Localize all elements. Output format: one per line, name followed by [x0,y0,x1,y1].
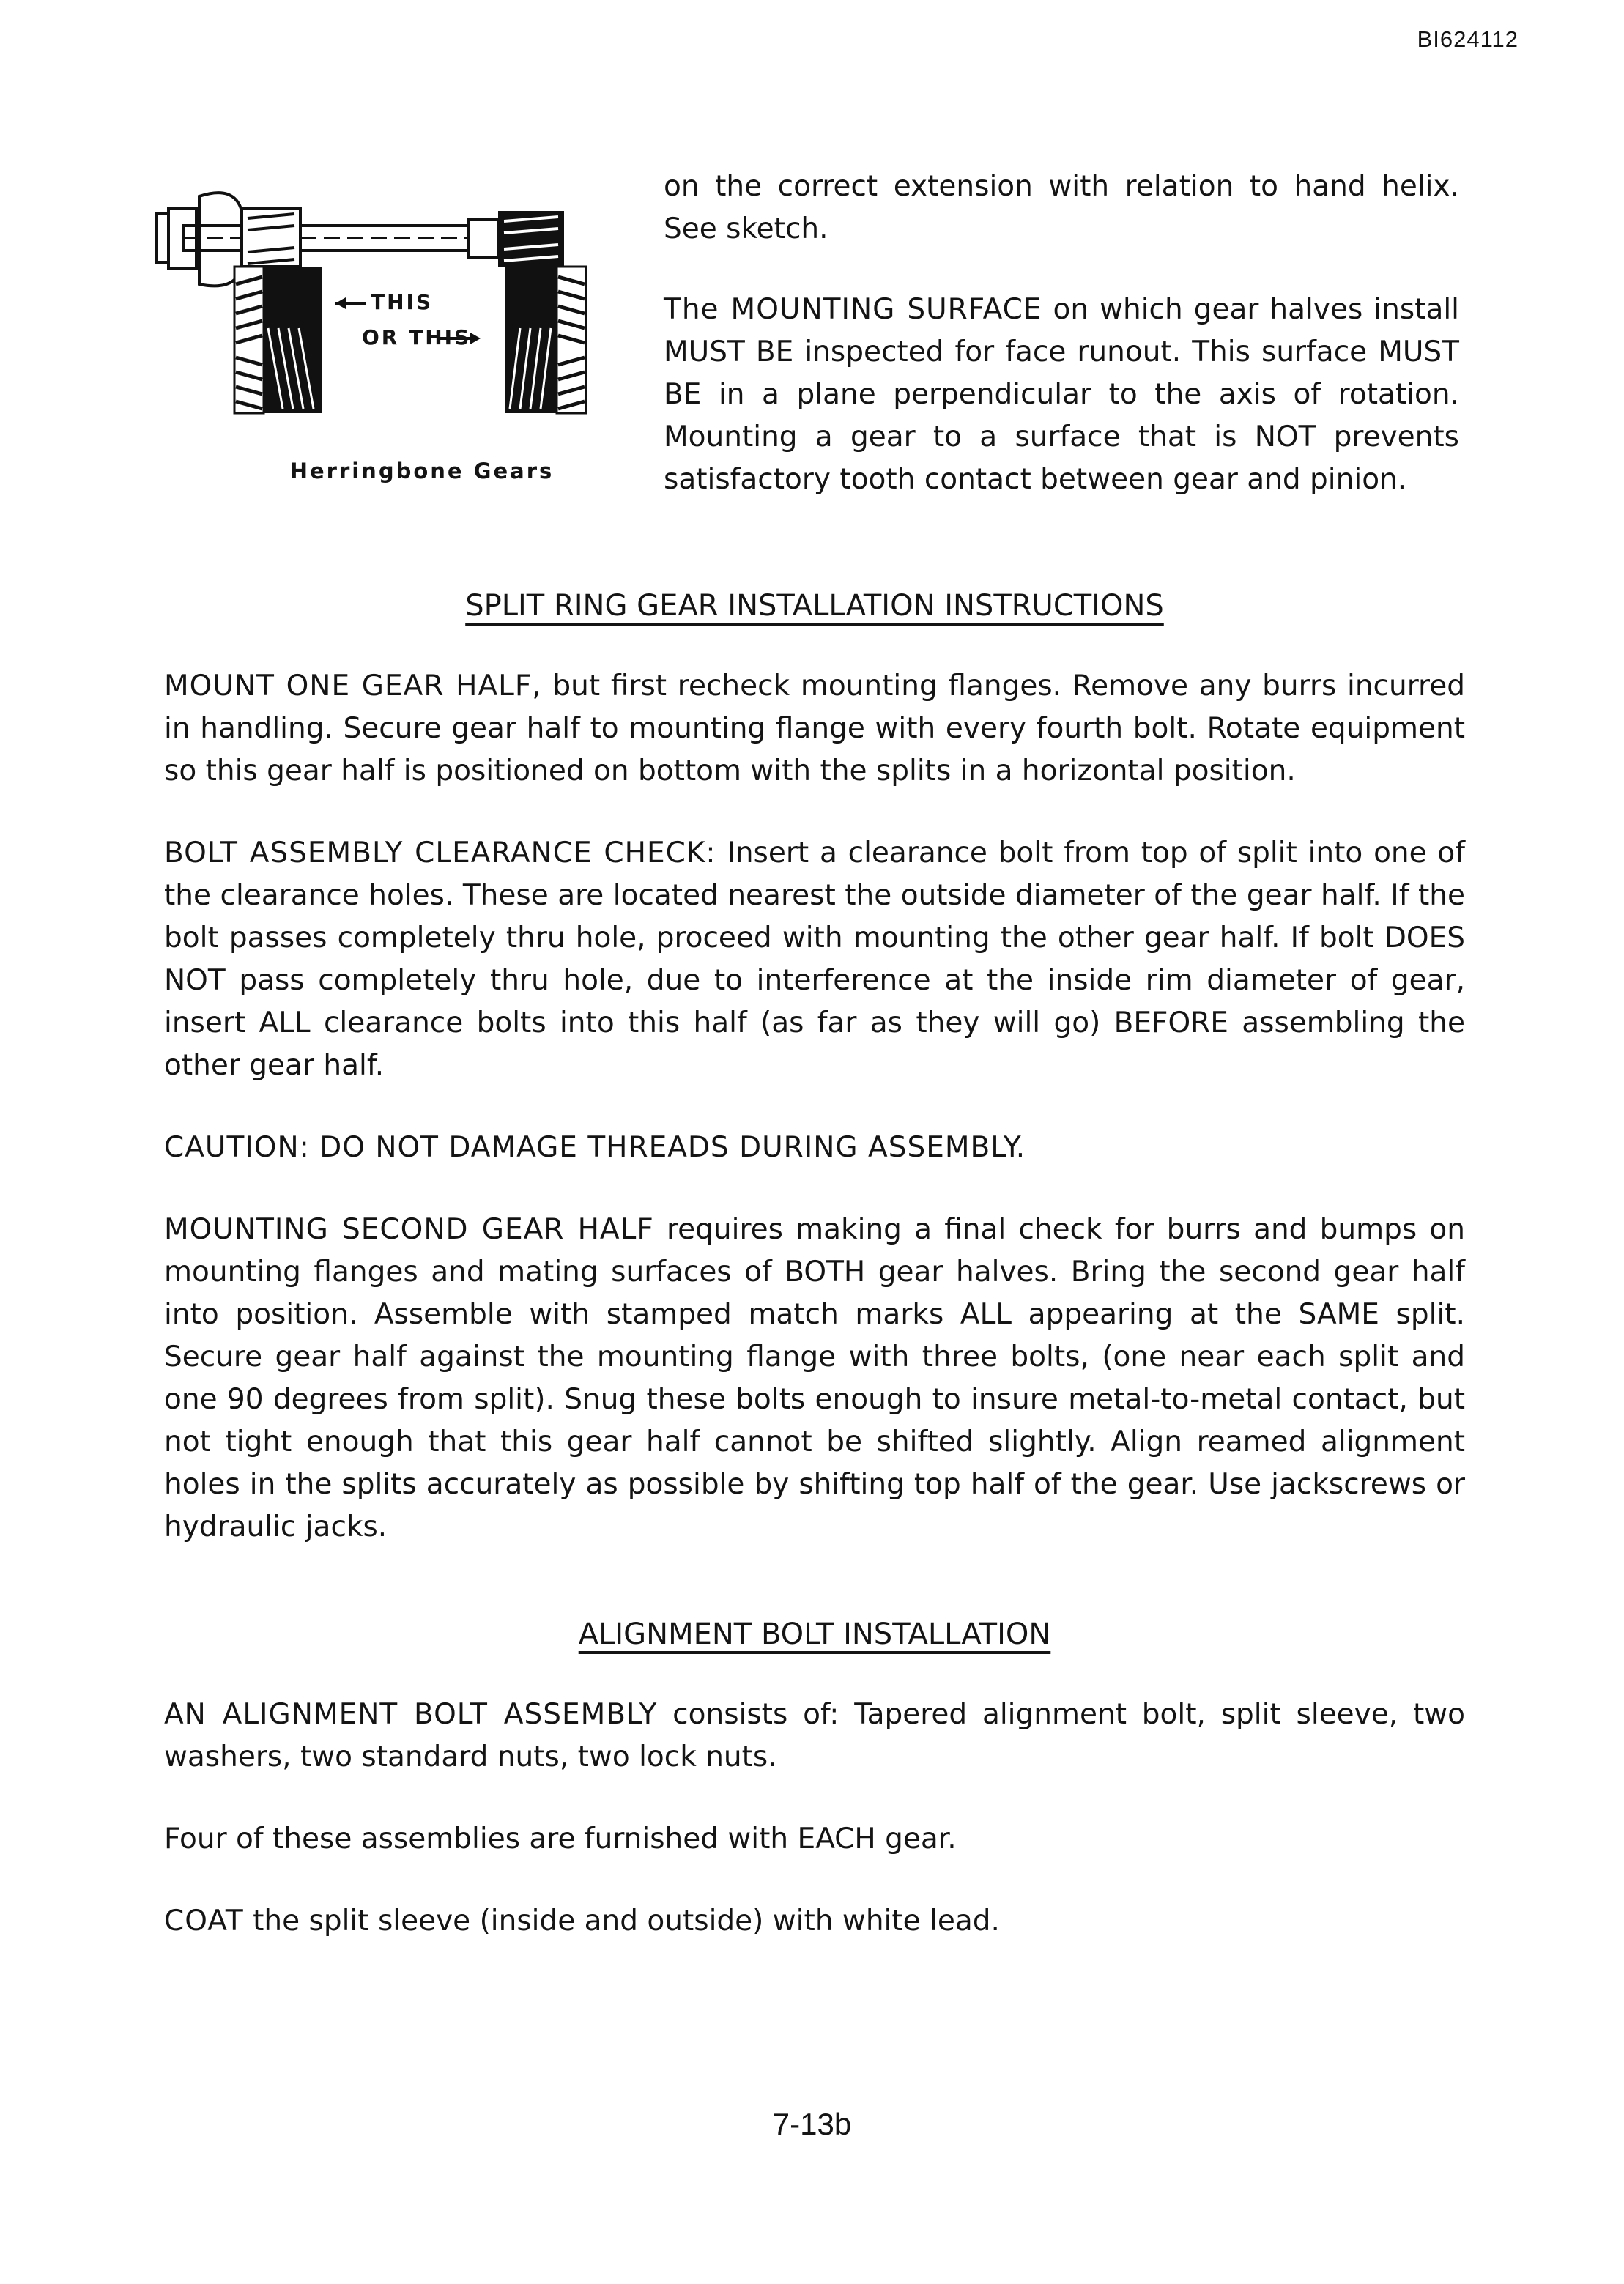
figure-caption: Herringbone Gears [289,459,555,483]
page-number: 7-13b [772,2107,852,2141]
clearance-check-lead: BOLT ASSEMBLY CLEARANCE CHECK: [164,837,716,870]
clearance-check-paragraph [164,832,1465,1087]
mounting-second-half-body: requires making a final check for burrs and bumps on mounting flanges and mating surfaces of BOTH gear halves. Bring the second gear half into position. Assemble with stamped match marks ALL appearing at the SAME split. Secure gear half against the mounting flange with three bolts, (one near each split and one 90 degrees from split). Snug these bolts enough to insure metal-to-metal contact, but not tight enough that this gear half cannot be shifted slightly. Align reamed alignment holes in the splits accurately as possible by shifting top half of the gear. Use jackscrews or hydraulic jacks. [164,1213,1465,1543]
coat-sleeve-paragraph [164,1900,1465,1943]
alignment-bolt-assembly-lead: AN ALIGNMENT BOLT ASSEMBLY [164,1698,658,1731]
top-paragraph-2 [664,289,1459,501]
figure-label-this: THIS [371,290,434,314]
coat-body: the split sleeve (inside and outside) with white lead. [243,1905,1000,1938]
mount-one-gear-half-paragraph [164,665,1465,793]
main-body [164,585,1465,1982]
caution-note: CAUTION: DO NOT DAMAGE THREADS DURING ASSEMBLY. [164,1131,1026,1164]
top-paragraph-1: on the correct extension with relation to hand helix. See sketch. [664,170,1459,245]
clearance-check-body: Insert a clearance bolt from top of split into one of the clearance holes. These are located nearest the outside diameter of the gear half. If the bolt passes completely thru hole, proceed with mounting the other gear half. If bolt DOES NOT pass completely thru hole, due to interference at the inside rim diameter of gear, insert ALL clearance bolts into this half (as far as they will go) BEFORE assembling the other gear half. [164,837,1466,1082]
mounting-second-half-paragraph [164,1209,1465,1549]
mount-one-gear-half-body: but first recheck mounting flanges. Remove any burrs incurred in handling. Secure gear half to mounting flange with every fourth bolt. Rotate equipment so this gear half is positioned on bottom with the splits in a horizontal position. [164,670,1465,787]
mount-one-gear-half-lead: MOUNT ONE GEAR HALF, [164,670,542,702]
alignment-bolt-assembly-paragraph [164,1694,1465,1779]
herringbone-gear-figure [154,182,623,504]
coat-lead: COAT [164,1905,244,1938]
document-id: BI624112 [1417,26,1519,52]
section-heading-split-ring: SPLIT RING GEAR INSTALLATION INSTRUCTIONS [465,589,1164,623]
mounting-second-half-lead: MOUNTING SECOND GEAR HALF [164,1213,654,1246]
mounting-surface-body: on which gear halves install MUST BE inspected for face runout. This surface MUST BE in a plane perpendicular to the axis of rotation. Mounting a gear to a surface that is NOT prevents satisfactory tooth contact between gear and pinion. [664,293,1460,496]
assemblies-furnished-paragraph: Four of these assemblies are furnished with EACH gear. [164,1823,957,1855]
alignment-bolt-assembly-body: consists of: Tapered alignment bolt, split sleeve, two washers, two standard nuts, two lock nuts. [164,1698,1465,1773]
mounting-surface-lead: The MOUNTING SURFACE [664,293,1042,326]
section-heading-alignment-bolt: ALIGNMENT BOLT INSTALLATION [578,1617,1051,1651]
top-right-column [664,166,1459,539]
figure-label-or-this: OR THIS [362,325,472,349]
